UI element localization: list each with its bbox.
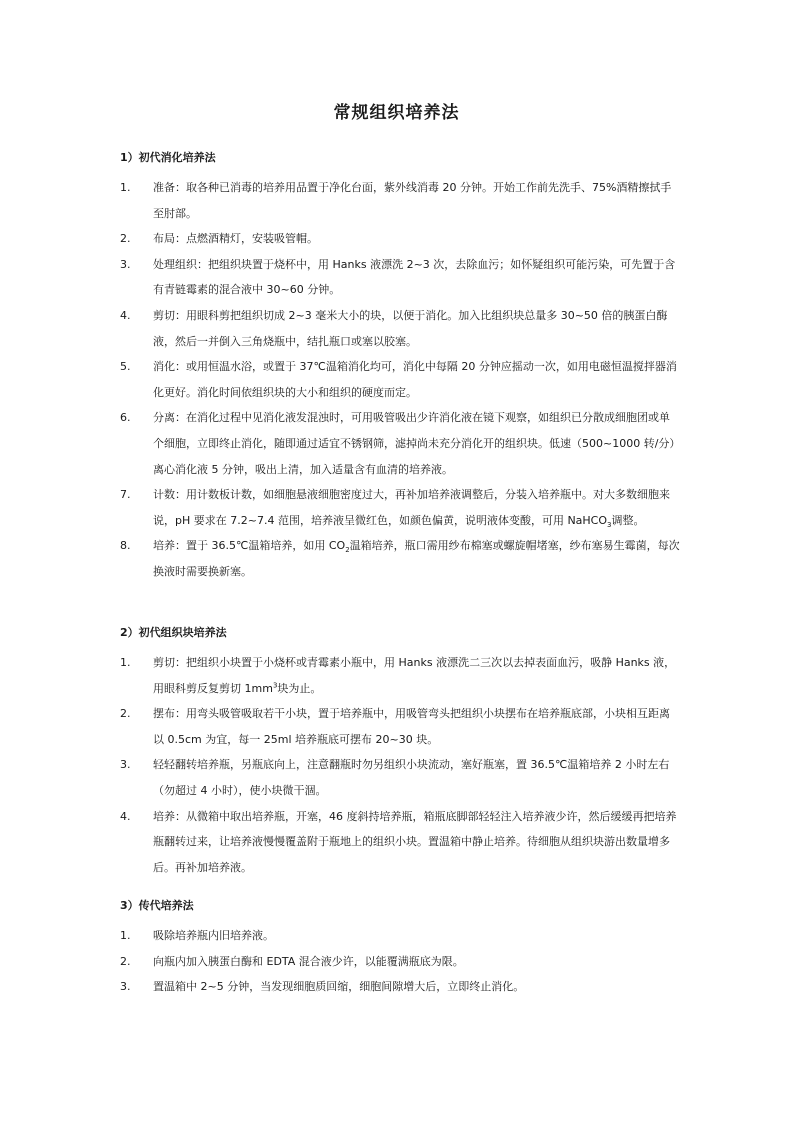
- step-text-part: 块为止。: [277, 681, 322, 695]
- subscript: 2: [345, 546, 350, 555]
- list-item: [120, 252, 680, 303]
- list-item: [120, 701, 680, 752]
- section-subculture: [120, 899, 680, 1000]
- step-number: 4.: [120, 308, 131, 322]
- step-number: 4.: [120, 809, 131, 823]
- list-item: [120, 303, 680, 354]
- list-item: [120, 405, 680, 482]
- step-number: 2.: [120, 707, 131, 721]
- step-number: 1.: [120, 656, 131, 669]
- step-number: 2.: [120, 232, 131, 246]
- section-heading: 1）初代消化培养法: [120, 151, 216, 164]
- page-title: 常规组织培养法: [333, 103, 460, 123]
- step-text-part: 计数：用计数板计数，如细胞悬液细胞密度过大，再补加培养液调整后，分装入培养瓶中。对大多数细胞来说，pH 要求在 7.2~7.4 范围，培养液呈微红色，如颜色偏黄，说明液体变酸，可用 NaHCO: [153, 488, 670, 527]
- step-number: 3.: [120, 758, 131, 772]
- step-text-part: 温箱培养，瓶口需用纱布棉塞或螺旋帽堵塞，纱布塞易生霉菌，每次换液时需要换新塞。: [153, 539, 680, 578]
- step-text-part: 培养：置于 36.5℃温箱培养，如用 CO: [153, 539, 346, 553]
- step-text: 向瓶内加入胰蛋白酶和 EDTA 混合液少许，以能覆满瓶底为限。: [153, 954, 464, 968]
- subscript: 3: [607, 520, 612, 529]
- step-text: 摆布：用弯头吸管吸取若干小块，置于培养瓶中，用吸管弯头把组织小块摆布在培养瓶底部，小块相互距离以 0.5cm 为宜，每一 25ml 培养瓶底可摆布 20~30 块。: [153, 707, 670, 746]
- step-text: 处理组织：把组织块置于烧杯中，用 Hanks 液漂洗 2~3 次，去除血污；如怀疑组织可能污染，可先置于含有青链霉素的混合液中 30~60 分钟。: [153, 257, 676, 297]
- step-number: 5.: [120, 360, 131, 374]
- list-item: [120, 949, 680, 975]
- step-text-part: 调整。: [611, 513, 645, 527]
- step-text: [153, 650, 680, 701]
- step-number: 7.: [120, 488, 131, 502]
- list-item: [120, 354, 680, 405]
- step-text-part: 剪切：把组织小块置于小烧杯或青霉素小瓶中，用 Hanks 液漂洗二三次以去掉表面血污，吸静 Hanks 液，用眼科剪反复剪切 1mm: [153, 656, 676, 695]
- step-text: 吸除培养瓶内旧培养液。: [153, 929, 274, 942]
- section-heading: 3）传代培养法: [120, 899, 194, 912]
- step-text: [153, 533, 680, 584]
- section-primary-digestion: [120, 151, 680, 585]
- section-heading: 2）初代组织块培养法: [120, 626, 227, 639]
- list-item: [120, 175, 680, 226]
- list-item: [120, 226, 680, 252]
- list-item: [120, 650, 680, 701]
- step-number: 8.: [120, 539, 131, 553]
- step-number: 1.: [120, 181, 131, 194]
- step-text: 置温箱中 2~5 分钟，当发现细胞质回缩，细胞间隙增大后，立即终止消化。: [153, 980, 525, 994]
- step-number: 6.: [120, 411, 131, 425]
- list-item: [120, 974, 680, 1000]
- superscript: 3: [272, 680, 278, 689]
- list-item: [120, 752, 680, 803]
- step-text: [153, 482, 680, 533]
- list-item: [120, 482, 680, 533]
- step-text: 准备：取各种已消毒的培养用品置于净化台面，紫外线消毒 20 分钟。开始工作前先洗手、75%酒精擦拭手至肘部。: [153, 181, 672, 220]
- step-text: 布局：点燃酒精灯，安装吸管帽。: [153, 232, 318, 246]
- step-text: 轻轻翻转培养瓶，另瓶底向上，注意翻瓶时勿另组织小块流动，塞好瓶塞，置 36.5℃温箱培养 2 小时左右（勿超过 4 小时），使小块微干涸。: [153, 758, 670, 797]
- section-tissue-block: [120, 626, 680, 880]
- step-text: 分离：在消化过程中见消化液发混浊时，可用吸管吸出少许消化液在镜下观察，如组织已分散成细胞团或单个细胞，立即终止消化，随即通过适宜不锈钢筛，滤掉尚未充分消化开的组织块。低速（500~1000 转/分）离心消化液 5 分钟，吸出上清，加入适量含有血清的培养液。: [153, 411, 675, 476]
- step-text: 剪切：用眼科剪把组织切成 2~3 毫米大小的块，以便于消化。加入比组织块总量多 30~50 倍的胰蛋白酶液，然后一并倒入三角烧瓶中，结扎瓶口或塞以胶塞。: [153, 308, 668, 348]
- step-text: 消化：或用恒温水浴，或置于 37℃温箱消化均可，消化中每隔 20 分钟应摇动一次，如用电磁恒温搅拌器消化更好。消化时间依组织块的大小和组织的硬度而定。: [153, 360, 677, 399]
- list-item: [120, 804, 680, 881]
- step-text: 培养：从微箱中取出培养瓶，开塞，46 度斜持培养瓶，箱瓶底脚部轻轻注入培养液少许，然后缓缓再把培养瓶翻转过来，让培养液慢慢覆盖附于瓶地上的组织小块。置温箱中静止培养。待细胞从组织块游出数量增多后。再补加培养液。: [153, 809, 677, 874]
- step-number: 3.: [120, 257, 131, 271]
- list-item: [120, 533, 680, 584]
- step-number: 1.: [120, 929, 131, 942]
- step-number: 3.: [120, 980, 131, 994]
- list-item: [120, 923, 680, 949]
- step-number: 2.: [120, 954, 131, 968]
